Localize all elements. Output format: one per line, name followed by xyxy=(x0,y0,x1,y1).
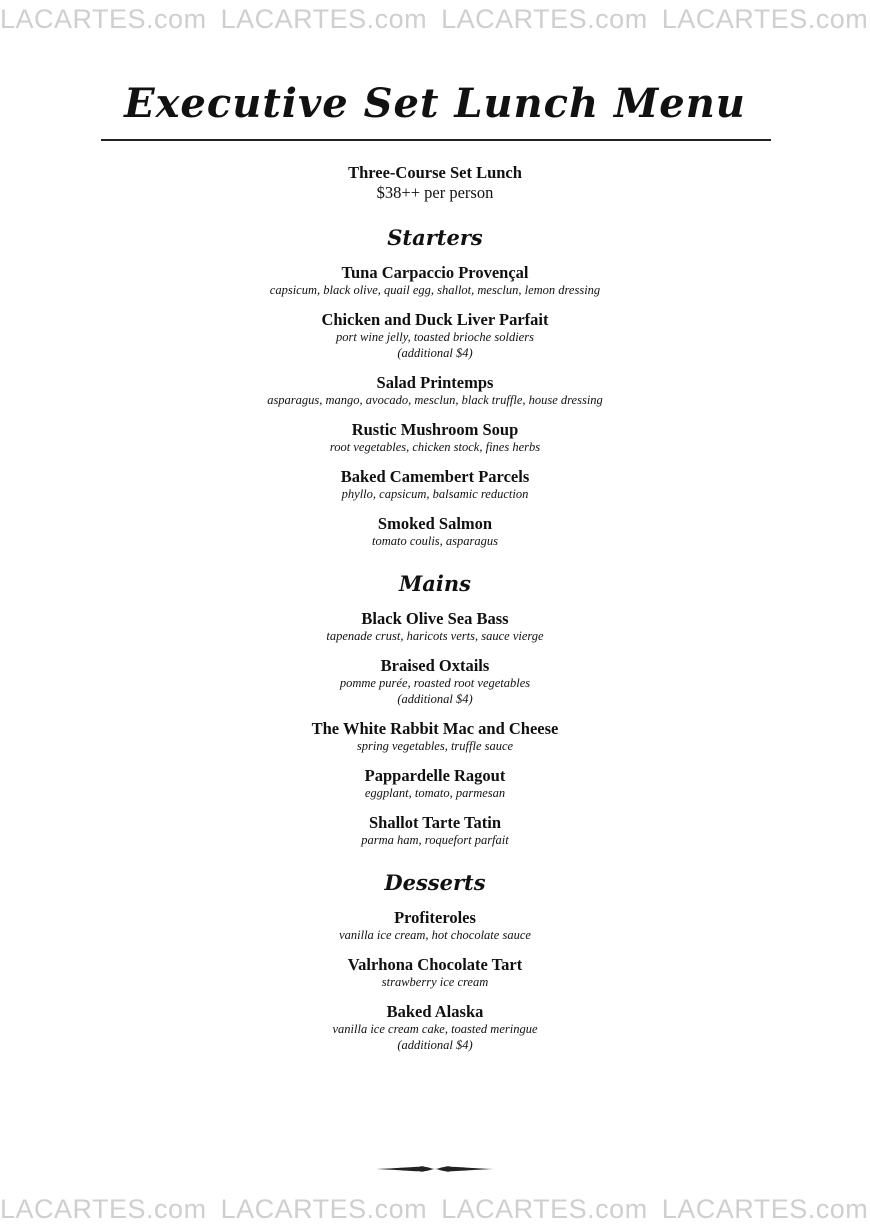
watermark-text: LACARTES.com xyxy=(220,1194,428,1224)
menu-item-name: Pappardelle Ragout xyxy=(364,766,506,785)
menu-item xyxy=(0,310,870,361)
menu-item-description: eggplant, tomato, parmesan xyxy=(364,786,506,800)
menu-content xyxy=(0,163,870,1065)
menu-section-starters xyxy=(0,223,870,549)
menu-item xyxy=(0,766,870,801)
menu-item-description: phyllo, capsicum, balsamic reduction xyxy=(341,487,529,501)
menu-item xyxy=(0,813,870,848)
title-divider xyxy=(101,139,771,141)
menu-section-mains xyxy=(0,569,870,848)
menu-item-name: Shallot Tarte Tatin xyxy=(368,813,502,832)
menu-item-name: The White Rabbit Mac and Cheese xyxy=(311,719,559,738)
section-heading: Mains xyxy=(399,571,471,596)
watermark-text: LACARTES.com xyxy=(0,1194,207,1224)
menu-item-name: Tuna Carpaccio Provençal xyxy=(341,263,529,282)
menu-item-description: strawberry ice cream xyxy=(381,975,489,989)
menu-item xyxy=(0,373,870,408)
watermark-text: LACARTES.com xyxy=(661,1194,869,1224)
menu-item xyxy=(0,656,870,707)
watermark-text: LACARTES.com xyxy=(0,4,207,34)
menu-sections xyxy=(0,223,870,1053)
menu-item-description: pomme purée, roasted root vegetables xyxy=(339,676,531,690)
menu-item-name: Smoked Salmon xyxy=(377,514,493,533)
menu-item-description: spring vegetables, truffle sauce xyxy=(356,739,514,753)
menu-item-surcharge: (additional $4) xyxy=(397,1038,473,1052)
flourish-divider-icon xyxy=(374,1161,496,1177)
menu-item-description: asparagus, mango, avocado, mesclun, black truffle, house dressing xyxy=(267,393,603,407)
menu-item-surcharge: (additional $4) xyxy=(397,346,473,360)
menu-item-name: Baked Camembert Parcels xyxy=(340,467,530,486)
menu-item-description: root vegetables, chicken stock, fines herbs xyxy=(329,440,541,454)
menu-item-name: Valrhona Chocolate Tart xyxy=(347,955,523,974)
watermark-top xyxy=(0,2,870,36)
menu-item-description: vanilla ice cream cake, toasted meringue xyxy=(332,1022,538,1036)
menu-item xyxy=(0,719,870,754)
menu-item xyxy=(0,1002,870,1053)
watermark-bottom xyxy=(0,1192,870,1226)
set-lunch-title: Three-Course Set Lunch xyxy=(348,163,522,182)
menu-item-name: Profiteroles xyxy=(394,908,476,927)
menu-item xyxy=(0,420,870,455)
menu-item-name: Rustic Mushroom Soup xyxy=(351,420,519,439)
menu-item-name: Chicken and Duck Liver Parfait xyxy=(321,310,549,329)
menu-item xyxy=(0,908,870,943)
menu-item-surcharge: (additional $4) xyxy=(397,692,473,706)
menu-item-name: Black Olive Sea Bass xyxy=(361,609,509,628)
menu-item-description: tapenade crust, haricots verts, sauce vierge xyxy=(326,629,544,643)
section-heading: Starters xyxy=(387,225,483,250)
watermark-text: LACARTES.com xyxy=(661,4,869,34)
menu-item-name: Salad Printemps xyxy=(376,373,494,392)
set-lunch-price: $38++ per person xyxy=(376,183,494,202)
watermark-text: LACARTES.com xyxy=(220,4,428,34)
menu-item-description: tomato coulis, asparagus xyxy=(371,534,499,548)
menu-item-name: Baked Alaska xyxy=(386,1002,484,1021)
menu-title: Executive Set Lunch Menu xyxy=(124,80,746,127)
menu-item xyxy=(0,514,870,549)
menu-item xyxy=(0,955,870,990)
menu-item-name: Braised Oxtails xyxy=(380,656,490,675)
section-heading: Desserts xyxy=(384,870,486,895)
menu-item xyxy=(0,467,870,502)
menu-item xyxy=(0,263,870,298)
watermark-text: LACARTES.com xyxy=(441,1194,648,1224)
menu-item-description: vanilla ice cream, hot chocolate sauce xyxy=(339,928,531,942)
menu-item-description: port wine jelly, toasted brioche soldiers xyxy=(336,330,534,344)
menu-section-desserts xyxy=(0,868,870,1053)
menu-item-description: parma ham, roquefort parfait xyxy=(361,833,509,847)
menu-item xyxy=(0,609,870,644)
watermark-text: LACARTES.com xyxy=(441,4,648,34)
menu-item-description: capsicum, black olive, quail egg, shallot, mesclun, lemon dressing xyxy=(269,283,601,297)
